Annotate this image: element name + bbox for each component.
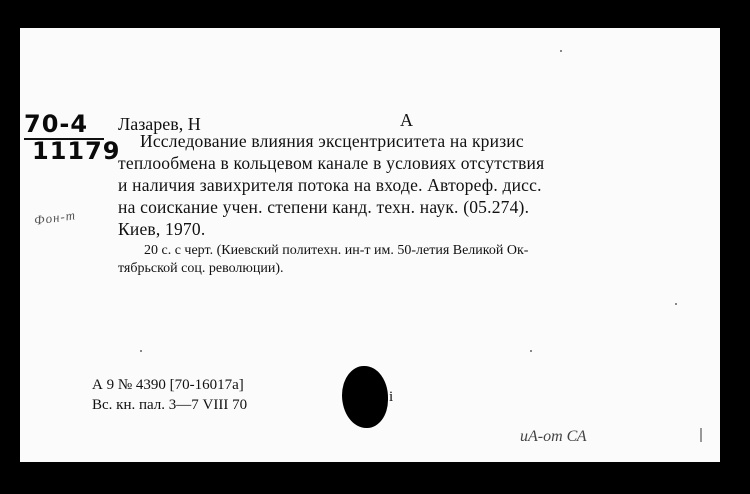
title-line-3: и наличия завихрителя потока на входе. Автореф. дисс. xyxy=(118,175,542,195)
title-line-1: Исследование влияния эксцентриситета на кризис xyxy=(140,131,524,151)
dust-speck xyxy=(675,303,677,305)
author-heading: Лазарев, Н xyxy=(118,114,201,134)
title-line-2: теплообмена в кольцевом канале в условиях отсутствия xyxy=(118,153,545,173)
title-line-4: на соискание учен. степени канд. техн. наук. (05.274). xyxy=(118,197,530,217)
ink-blot xyxy=(342,366,388,428)
collation-line-2: тябрьской соц. революции). xyxy=(118,261,284,276)
call-number-line-1: 70-4 xyxy=(24,110,89,138)
call-number-line-2: 11179 xyxy=(32,137,121,165)
registration-line-1: А 9 № 4390 [70-16017а] xyxy=(92,377,244,393)
catalog-card xyxy=(20,28,720,462)
title-line-5: Киев, 1970. xyxy=(118,219,206,239)
corner-mark xyxy=(700,428,716,442)
bottom-handwritten-note: иА-от СА xyxy=(520,428,587,445)
dust-speck xyxy=(530,350,532,352)
collation-line-1: 20 с. с черт. (Киевский политехн. ин-т им. 50-летия Великой Ок- xyxy=(144,243,529,258)
dust-speck xyxy=(560,50,562,52)
registration-trailing-mark: i xyxy=(389,389,394,405)
dust-speck xyxy=(140,350,142,352)
margin-stamp: Фон-т xyxy=(33,207,77,228)
catalog-letter: А xyxy=(400,110,413,130)
registration-line-2: Вс. кн. пал. 3—7 VIII 70 xyxy=(92,397,248,413)
